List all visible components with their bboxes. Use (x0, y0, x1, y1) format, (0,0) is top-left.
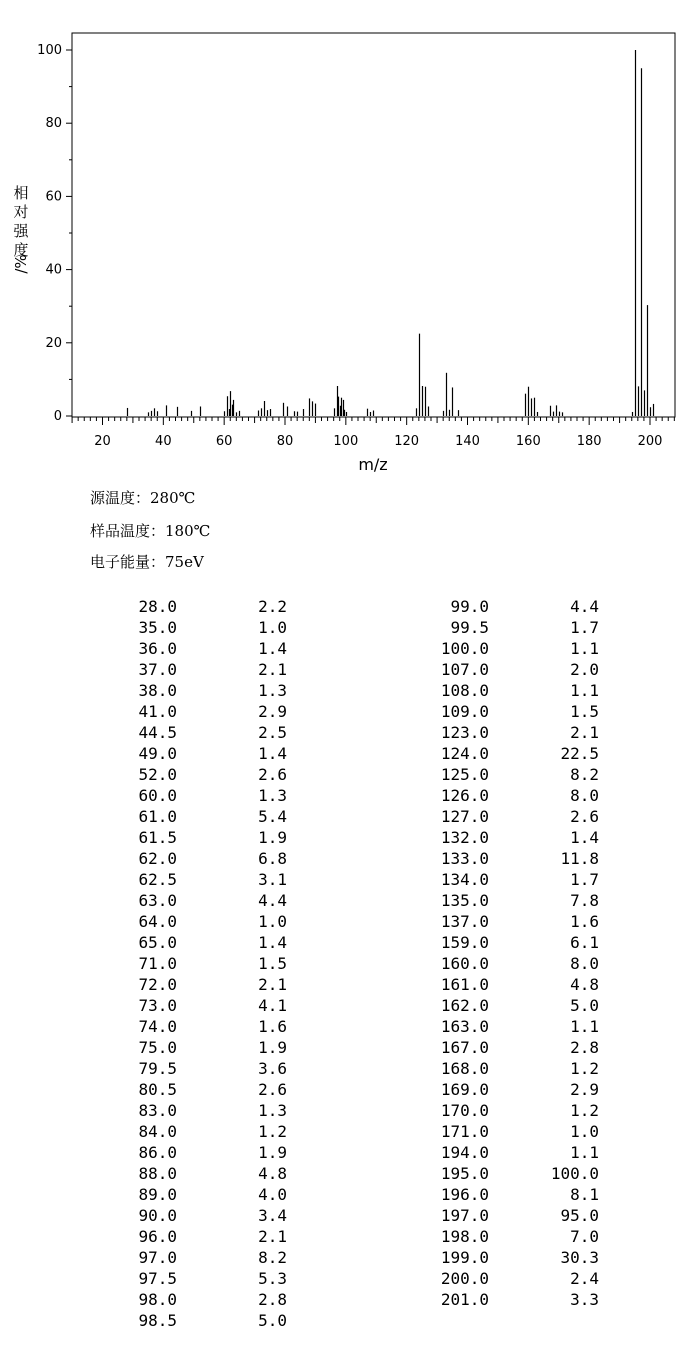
peak-row (0, 1058, 696, 1079)
peak-mz: 97.0 (138, 1248, 177, 1267)
peak-intensity: 2.1 (258, 660, 287, 679)
peak-mz: 125.0 (440, 765, 489, 784)
x-tick-label: 100 (333, 434, 359, 449)
peak-intensity: 1.9 (258, 1038, 287, 1057)
peak-intensity: 1.3 (258, 1101, 287, 1120)
peak-intensity: 2.6 (258, 1080, 287, 1099)
peak-mz: 90.0 (138, 1206, 177, 1225)
peak-intensity: 1.0 (258, 618, 287, 637)
peak-mz: 169.0 (440, 1080, 489, 1099)
x-axis-ticks (72, 417, 674, 449)
peak-row (0, 722, 696, 743)
peak-intensity: 4.8 (258, 1164, 287, 1183)
peak-mz: 127.0 (440, 807, 489, 826)
peak-intensity: 2.6 (570, 807, 599, 826)
y-label-char: 对 (13, 203, 29, 221)
peak-row (0, 1268, 696, 1289)
peak-mz: 73.0 (138, 996, 177, 1015)
peak-intensity: 2.0 (570, 660, 599, 679)
peak-intensity: 1.9 (258, 828, 287, 847)
peak-mz: 84.0 (138, 1122, 177, 1141)
peak-intensity: 2.9 (258, 702, 287, 721)
peak-mz: 60.0 (138, 786, 177, 805)
peak-intensity: 1.7 (570, 618, 599, 637)
peak-intensity: 1.7 (570, 870, 599, 889)
peak-mz: 168.0 (440, 1059, 489, 1078)
peak-intensity: 2.9 (570, 1080, 599, 1099)
x-tick-label: 180 (576, 434, 602, 449)
peak-intensity: 2.6 (258, 765, 287, 784)
peak-intensity: 2.1 (258, 1227, 287, 1246)
peak-row (0, 932, 696, 953)
peak-intensity: 1.6 (258, 1017, 287, 1036)
peak-mz: 162.0 (440, 996, 489, 1015)
peak-row (0, 827, 696, 848)
peak-intensity: 1.2 (258, 1122, 287, 1141)
x-tick-label: 200 (637, 434, 663, 449)
peak-intensity: 8.1 (570, 1185, 599, 1204)
peak-mz: 163.0 (440, 1017, 489, 1036)
peak-mz: 124.0 (440, 744, 489, 763)
peak-row (0, 1310, 696, 1331)
peak-row (0, 1184, 696, 1205)
peak-intensity: 100.0 (550, 1164, 599, 1183)
peak-intensity: 4.8 (570, 975, 599, 994)
peak-mz: 62.0 (138, 849, 177, 868)
peak-intensity: 2.8 (258, 1290, 287, 1309)
peak-mz: 49.0 (138, 744, 177, 763)
peak-mz: 44.5 (138, 723, 177, 742)
peak-row (0, 848, 696, 869)
plot-frame (72, 33, 675, 417)
peak-intensity: 1.2 (570, 1059, 599, 1078)
peak-mz: 132.0 (440, 828, 489, 847)
peak-intensity: 1.3 (258, 786, 287, 805)
peak-mz: 109.0 (440, 702, 489, 721)
peak-intensity: 5.3 (258, 1269, 287, 1288)
peak-row (0, 1100, 696, 1121)
peak-mz: 171.0 (440, 1122, 489, 1141)
x-tick-label: 140 (455, 434, 480, 449)
peak-intensity: 3.4 (258, 1206, 287, 1225)
peak-intensity: 4.1 (258, 996, 287, 1015)
peak-intensity: 1.5 (570, 702, 599, 721)
peak-row (0, 890, 696, 911)
peak-row (0, 680, 696, 701)
x-tick-label: 80 (276, 434, 294, 449)
peak-intensity: 6.1 (570, 933, 599, 952)
peak-intensity: 1.9 (258, 1143, 287, 1162)
peak-mz: 195.0 (440, 1164, 489, 1183)
electron-energy: 电子能量：75eV (90, 553, 204, 571)
y-label-char: 相 (13, 184, 29, 202)
peak-row (0, 785, 696, 806)
peak-row (0, 911, 696, 932)
peak-mz: 97.5 (138, 1269, 177, 1288)
y-tick-label: 100 (37, 43, 62, 58)
y-axis-label (12, 184, 30, 274)
peak-mz: 199.0 (440, 1248, 489, 1267)
peak-intensity: 2.5 (258, 723, 287, 742)
peak-mz: 135.0 (440, 891, 489, 910)
peak-intensity: 2.2 (258, 597, 287, 616)
peak-row (0, 1016, 696, 1037)
peak-mz: 107.0 (440, 660, 489, 679)
x-tick-label: 40 (155, 434, 172, 449)
peak-intensity: 8.2 (570, 765, 599, 784)
peak-mz: 41.0 (138, 702, 177, 721)
peak-row (0, 1079, 696, 1100)
peak-intensity: 4.0 (258, 1185, 287, 1204)
peak-mz: 96.0 (138, 1227, 177, 1246)
x-axis-label: m/z (358, 455, 388, 474)
peak-row (0, 764, 696, 785)
peak-intensity: 1.4 (258, 933, 287, 952)
peak-mz: 98.5 (138, 1311, 177, 1330)
peak-row (0, 1205, 696, 1226)
peak-intensity: 1.1 (570, 681, 599, 700)
spectrum-peaks (128, 50, 654, 416)
peak-intensity: 5.0 (570, 996, 599, 1015)
peak-row (0, 617, 696, 638)
y-label-char: 度 (13, 241, 29, 259)
peak-row (0, 659, 696, 680)
peak-mz: 61.5 (138, 828, 177, 847)
peak-row (0, 1037, 696, 1058)
peak-intensity: 3.1 (258, 870, 287, 889)
peak-mz: 99.0 (450, 597, 489, 616)
peak-intensity: 1.1 (570, 1017, 599, 1036)
peak-mz: 62.5 (138, 870, 177, 889)
peak-intensity: 11.8 (560, 849, 599, 868)
mass-spectrum-chart (0, 0, 696, 480)
peak-mz: 65.0 (138, 933, 177, 952)
peak-row (0, 1226, 696, 1247)
peak-intensity: 1.0 (570, 1122, 599, 1141)
peak-mz: 38.0 (138, 681, 177, 700)
peak-row (0, 995, 696, 1016)
peak-row (0, 1247, 696, 1268)
peak-mz: 198.0 (440, 1227, 489, 1246)
peak-mz: 134.0 (440, 870, 489, 889)
peak-row (0, 1163, 696, 1184)
peak-intensity: 5.0 (258, 1311, 287, 1330)
peak-row (0, 596, 696, 617)
peak-intensity: 4.4 (570, 597, 599, 616)
y-axis-ticks (37, 43, 72, 424)
peak-mz: 74.0 (138, 1017, 177, 1036)
peak-mz: 88.0 (138, 1164, 177, 1183)
peak-mz: 72.0 (138, 975, 177, 994)
y-label-char: 强 (13, 222, 29, 240)
peak-mz: 89.0 (138, 1185, 177, 1204)
peak-intensity: 1.5 (258, 954, 287, 973)
peak-mz: 61.0 (138, 807, 177, 826)
peak-mz: 99.5 (450, 618, 489, 637)
peak-intensity: 1.6 (570, 912, 599, 931)
peak-row (0, 1289, 696, 1310)
peak-mz: 52.0 (138, 765, 177, 784)
peak-row (0, 1142, 696, 1163)
peak-mz: 98.0 (138, 1290, 177, 1309)
x-tick-label: 120 (394, 434, 420, 449)
peak-mz: 37.0 (138, 660, 177, 679)
peak-row (0, 638, 696, 659)
x-tick-label: 60 (215, 434, 233, 449)
peak-mz: 35.0 (138, 618, 177, 637)
peak-intensity: 8.0 (570, 954, 599, 973)
peak-intensity: 95.0 (560, 1206, 599, 1225)
peak-mz: 100.0 (440, 639, 489, 658)
peak-mz: 75.0 (138, 1038, 177, 1057)
y-label-unit: /% (12, 254, 30, 274)
x-tick-label: 160 (515, 434, 541, 449)
peak-mz: 36.0 (138, 639, 177, 658)
peak-row (0, 974, 696, 995)
peak-mz: 159.0 (440, 933, 489, 952)
peak-table-right (0, 596, 696, 1310)
y-tick-label: 20 (45, 335, 62, 351)
peak-mz: 80.5 (138, 1080, 177, 1099)
peak-mz: 71.0 (138, 954, 177, 973)
peak-intensity: 8.2 (258, 1248, 287, 1267)
peak-intensity: 1.1 (570, 1143, 599, 1162)
peak-mz: 86.0 (138, 1143, 177, 1162)
peak-intensity: 1.1 (570, 639, 599, 658)
peak-mz: 64.0 (138, 912, 177, 931)
peak-mz: 160.0 (440, 954, 489, 973)
peak-mz: 201.0 (440, 1290, 489, 1309)
peak-intensity: 22.5 (560, 744, 599, 763)
peak-mz: 200.0 (440, 1269, 489, 1288)
peak-row (0, 701, 696, 722)
peak-mz: 167.0 (440, 1038, 489, 1057)
peak-intensity: 3.3 (570, 1290, 599, 1309)
peak-intensity: 5.4 (258, 807, 287, 826)
peak-intensity: 2.1 (570, 723, 599, 742)
peak-intensity: 2.4 (570, 1269, 599, 1288)
y-tick-label: 40 (45, 262, 62, 278)
peak-intensity: 30.3 (560, 1248, 599, 1267)
peak-mz: 63.0 (138, 891, 177, 910)
sample-temperature: 样品温度：180℃ (90, 522, 211, 540)
peak-row (0, 953, 696, 974)
x-tick-label: 20 (94, 434, 111, 449)
peak-mz: 197.0 (440, 1206, 489, 1225)
peak-intensity: 1.3 (258, 681, 287, 700)
peak-intensity: 1.4 (258, 639, 287, 658)
source-temperature: 源温度：280℃ (90, 489, 196, 507)
peak-intensity: 1.4 (570, 828, 599, 847)
peak-mz: 170.0 (440, 1101, 489, 1120)
y-tick-label: 60 (45, 189, 62, 205)
peak-mz: 79.5 (138, 1059, 177, 1078)
peak-intensity: 2.8 (570, 1038, 599, 1057)
peak-row (0, 1121, 696, 1142)
y-tick-label: 80 (45, 116, 62, 132)
peak-row (0, 743, 696, 764)
peak-intensity: 6.8 (258, 849, 287, 868)
peak-mz: 126.0 (440, 786, 489, 805)
y-tick-label: 0 (53, 409, 62, 424)
peak-intensity: 8.0 (570, 786, 599, 805)
peak-intensity: 1.4 (258, 744, 287, 763)
peak-mz: 28.0 (138, 597, 177, 616)
peak-mz: 161.0 (440, 975, 489, 994)
peak-mz: 194.0 (440, 1143, 489, 1162)
peak-mz: 108.0 (440, 681, 489, 700)
peak-mz: 196.0 (440, 1185, 489, 1204)
peak-row (0, 869, 696, 890)
peak-mz: 83.0 (138, 1101, 177, 1120)
peak-intensity: 4.4 (258, 891, 287, 910)
peak-row (0, 806, 696, 827)
peak-intensity: 3.6 (258, 1059, 287, 1078)
peak-mz: 137.0 (440, 912, 489, 931)
peak-mz: 123.0 (440, 723, 489, 742)
peak-intensity: 7.0 (570, 1227, 599, 1246)
peak-mz: 133.0 (440, 849, 489, 868)
peak-intensity: 1.2 (570, 1101, 599, 1120)
peak-intensity: 1.0 (258, 912, 287, 931)
peak-intensity: 2.1 (258, 975, 287, 994)
peak-intensity: 7.8 (570, 891, 599, 910)
